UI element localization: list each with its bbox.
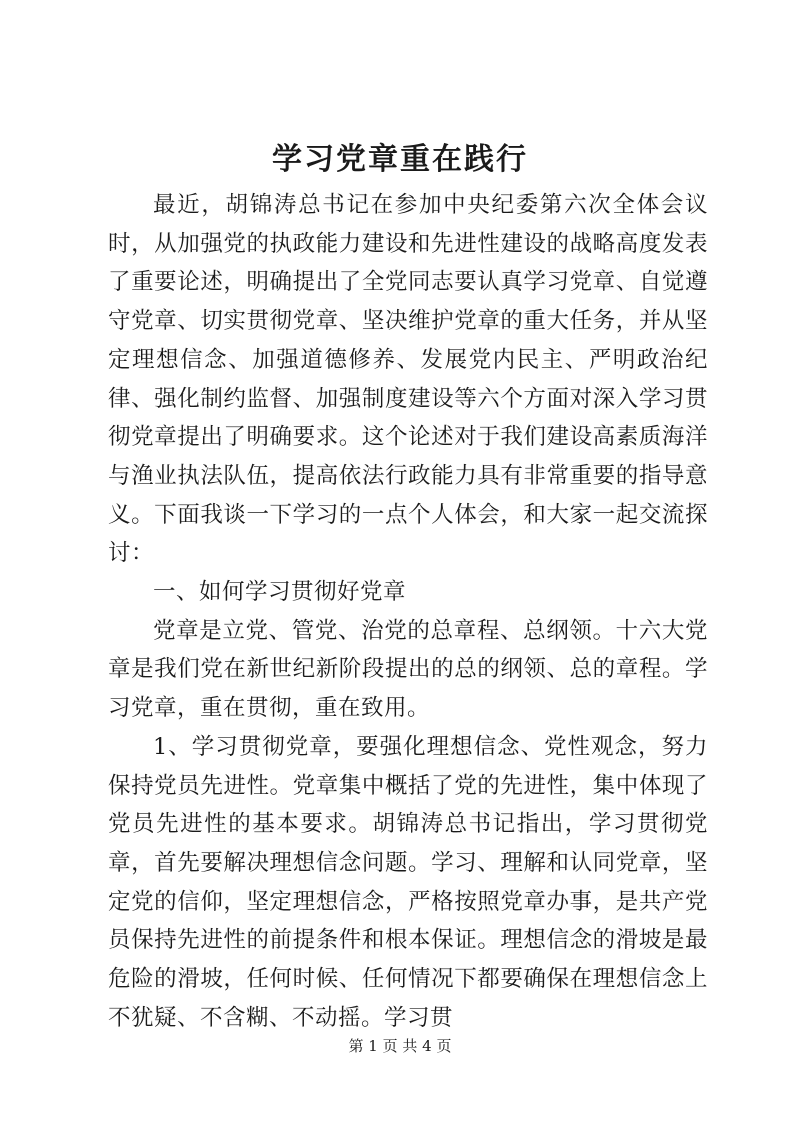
paragraph-intro: 最近，胡锦涛总书记在参加中央纪委第六次全体会议时，从加强党的执政能力建设和先进性建设的战略高度发表了重要论述，明确提出了全党同志要认真学习党章、自觉遵守党章、切实贯彻党章、坚决维护党章的重大任务，并从坚定理想信念、加强道德修养、发展党内民主、严明政治纪律、强化制约监督、加强制度建设等六个方面对深入学习贯彻党章提出了明确要求。这个论述对于我们建设高素质海洋与渔业执法队伍，提高依法行政能力具有非常重要的指导意义。下面我谈一下学习的一点个人体会，和大家一起交流探讨： [108, 192, 708, 567]
document-body [108, 186, 708, 1037]
paragraph-party-constitution: 党章是立党、管党、治党的总章程、总纲领。十六大党章是我们党在新世纪新阶段提出的总的纲领、总的章程。学习党章，重在贯彻，重在致用。 [108, 617, 708, 722]
paragraph-point-1: 1、学习贯彻党章，要强化理想信念、党性观念，努力保持党员先进性。党章集中概括了党的先进性，集中体现了党员先进性的基本要求。胡锦涛总书记指出，学习贯彻党章，首先要解决理想信念问题。学习、理解和认同党章，坚定党的信仰，坚定理想信念，严格按照党章办事，是共产党员保持先进性的前提条件和根本保证。理想信念的滑坡是最危险的滑坡，任何时候、任何情况下都要确保在理想信念上不犹疑、不含糊、不动摇。学习贯 [108, 733, 708, 1031]
document-title: 学习党章重在践行 [272, 142, 528, 177]
section-heading: 一、如何学习贯彻好党章 [153, 579, 407, 606]
page-footer: 第 1 页 共 4 页 [348, 1037, 452, 1055]
